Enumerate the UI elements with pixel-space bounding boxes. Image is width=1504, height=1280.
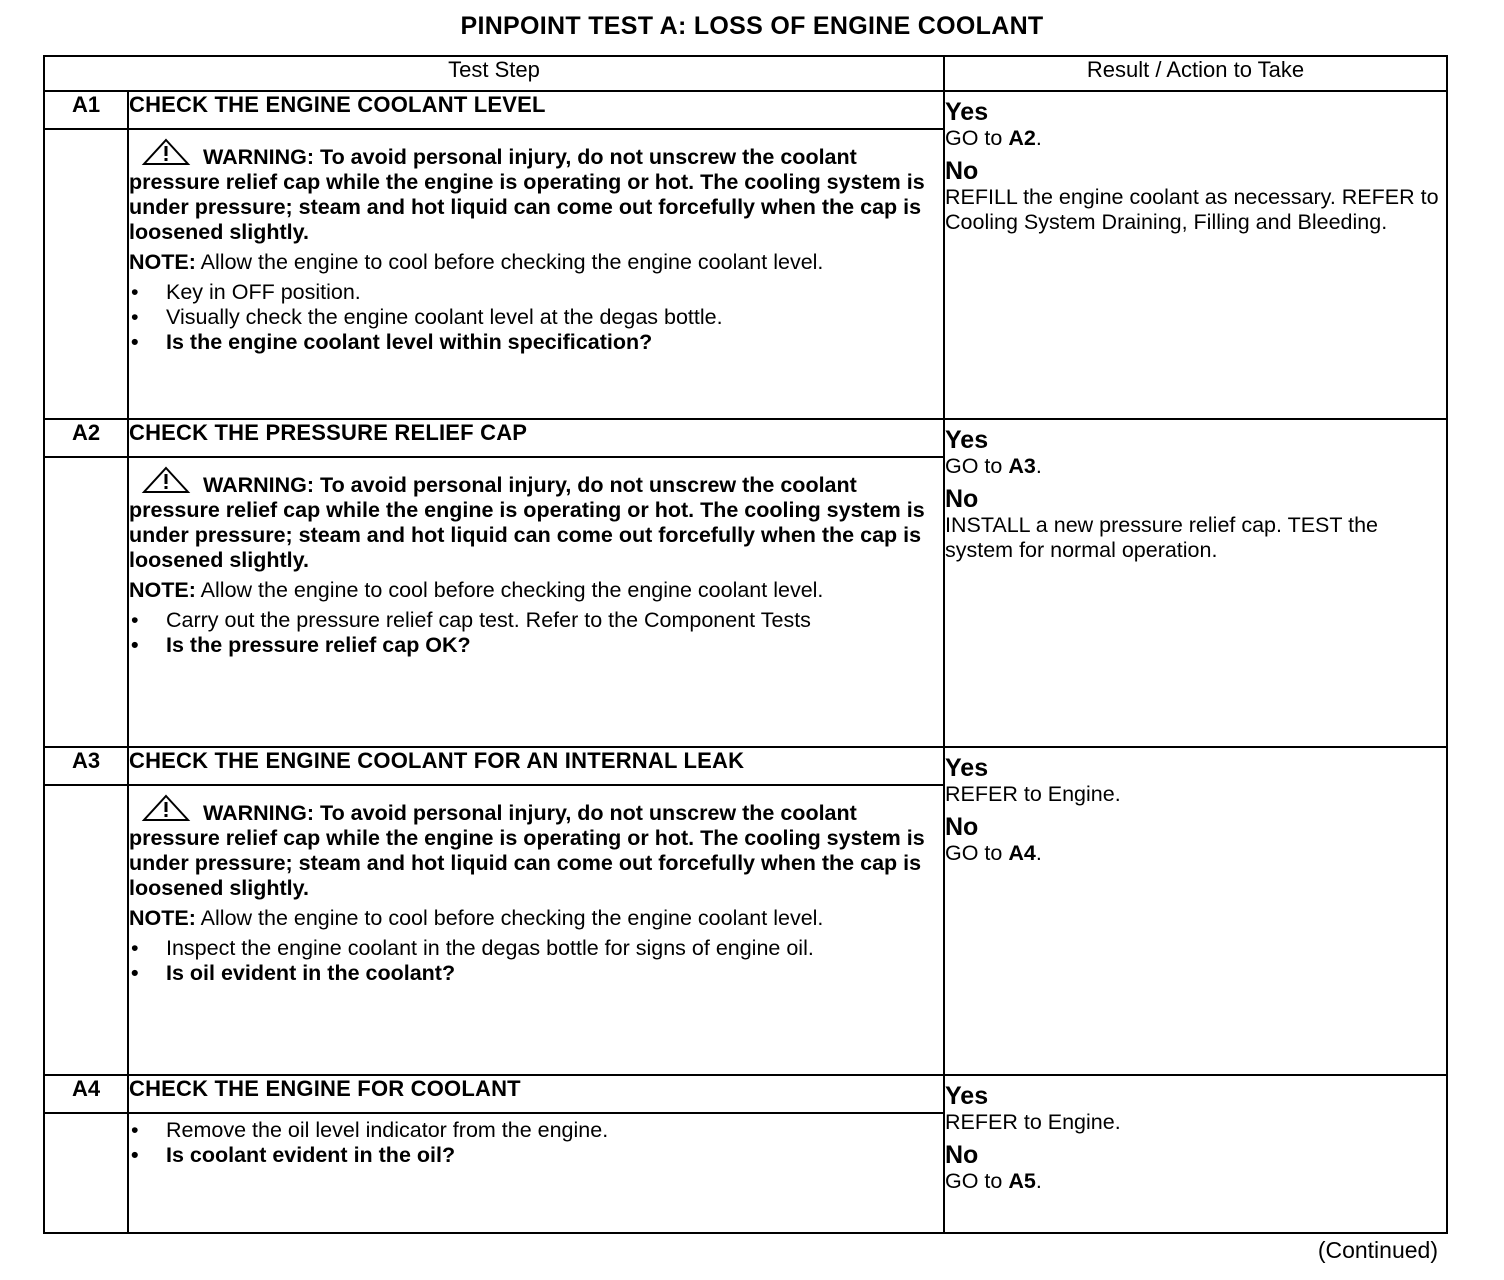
step-title: CHECK THE ENGINE COOLANT FOR AN INTERNAL LEAK xyxy=(128,747,944,785)
yes-label: Yes xyxy=(945,426,989,454)
warning-triangle-icon xyxy=(141,138,191,166)
no-label: No xyxy=(945,485,979,513)
step-title: CHECK THE ENGINE COOLANT LEVEL xyxy=(128,91,944,129)
list-item: • Visually check the engine coolant level at the degas bottle. xyxy=(129,305,943,330)
no-label: No xyxy=(945,813,979,841)
step-question: • Is the engine coolant level within specification? xyxy=(129,330,943,355)
yes-action: GO to A3. xyxy=(945,454,1042,478)
result-cell xyxy=(944,1075,1447,1233)
no-action: GO to A5. xyxy=(945,1169,1042,1193)
step-id: A2 xyxy=(44,419,128,457)
step-bullets xyxy=(129,936,943,986)
note-text: NOTE: Allow the engine to cool before checking the engine coolant level. xyxy=(129,249,824,274)
result-cell xyxy=(944,91,1447,419)
warning-triangle-icon xyxy=(141,794,191,822)
yes-action: GO to A2. xyxy=(945,126,1042,150)
table-header-row xyxy=(44,56,1447,91)
step-title-row xyxy=(44,747,1447,785)
step-id: A1 xyxy=(44,91,128,129)
list-item: • Carry out the pressure relief cap test. Refer to the Component Tests xyxy=(129,608,943,633)
yes-label: Yes xyxy=(945,98,989,126)
no-label: No xyxy=(945,157,979,185)
list-item: • Inspect the engine coolant in the degas bottle for signs of engine oil. xyxy=(129,936,943,961)
note-text: NOTE: Allow the engine to cool before checking the engine coolant level. xyxy=(129,905,824,930)
yes-label: Yes xyxy=(945,754,989,782)
no-action: INSTALL a new pressure relief cap. TEST the system for normal operation. xyxy=(945,513,1378,562)
yes-action: REFER to Engine. xyxy=(945,1110,1121,1134)
step-title: CHECK THE ENGINE FOR COOLANT xyxy=(128,1075,944,1113)
list-item: • Key in OFF position. xyxy=(129,280,943,305)
step-title: CHECK THE PRESSURE RELIEF CAP xyxy=(128,419,944,457)
yes-action: REFER to Engine. xyxy=(945,782,1121,806)
step-title-row xyxy=(44,91,1447,129)
warning-text: WARNING: To avoid personal injury, do not unscrew the coolant pressure relief cap while the engine is operating or hot. The cooling system is under pressure; steam and hot liquid can come out forcefully when the cap is loosened slightly. xyxy=(129,794,943,901)
yes-label: Yes xyxy=(945,1082,989,1110)
result-cell xyxy=(944,419,1447,747)
result-cell xyxy=(944,747,1447,1075)
page-title: PINPOINT TEST A: LOSS OF ENGINE COOLANT xyxy=(460,12,1044,40)
warning-triangle-icon xyxy=(141,466,191,494)
step-bullets xyxy=(129,608,943,658)
no-action: GO to A4. xyxy=(945,841,1042,865)
step-id: A4 xyxy=(44,1075,128,1113)
step-title-row xyxy=(44,1075,1447,1113)
note-text: NOTE: Allow the engine to cool before checking the engine coolant level. xyxy=(129,577,824,602)
step-bullets xyxy=(129,1118,943,1168)
list-item: • Remove the oil level indicator from the engine. xyxy=(129,1118,943,1143)
step-question: • Is oil evident in the coolant? xyxy=(129,961,943,986)
step-body xyxy=(128,457,944,747)
step-bullets xyxy=(129,280,943,355)
warning-text: WARNING: To avoid personal injury, do not unscrew the coolant pressure relief cap while the engine is operating or hot. The cooling system is under pressure; steam and hot liquid can come out forcefully when the cap is loosened slightly. xyxy=(129,138,943,245)
no-action: REFILL the engine coolant as necessary. REFER to Cooling System Draining, Filling and Bleeding. xyxy=(945,185,1439,234)
step-title-row xyxy=(44,419,1447,457)
continued-label: (Continued) xyxy=(1317,1237,1438,1263)
no-label: No xyxy=(945,1141,979,1169)
step-id: A3 xyxy=(44,747,128,785)
pinpoint-test-table xyxy=(43,55,1448,1234)
result-header: Result / Action to Take xyxy=(944,56,1447,91)
step-question: • Is the pressure relief cap OK? xyxy=(129,633,943,658)
step-question: • Is coolant evident in the oil? xyxy=(129,1143,943,1168)
step-body xyxy=(128,785,944,1075)
test-step-header: Test Step xyxy=(44,56,944,91)
warning-text: WARNING: To avoid personal injury, do not unscrew the coolant pressure relief cap while the engine is operating or hot. The cooling system is under pressure; steam and hot liquid can come out forcefully when the cap is loosened slightly. xyxy=(129,466,943,573)
step-body xyxy=(128,1113,944,1233)
step-body xyxy=(128,129,944,419)
